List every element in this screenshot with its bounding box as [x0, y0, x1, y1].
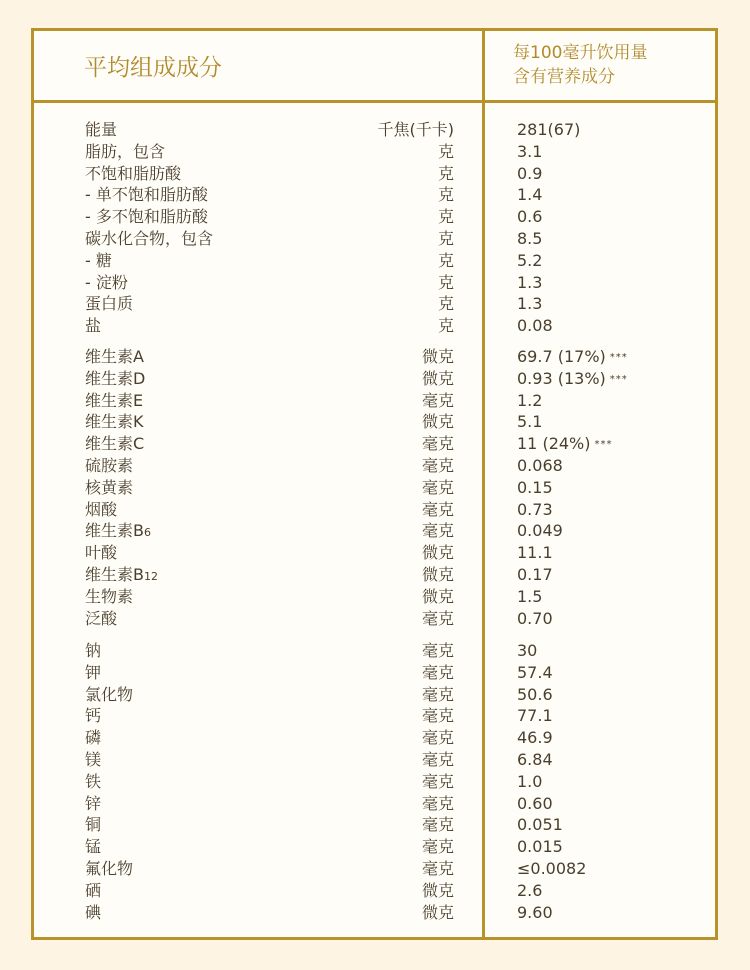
nutrient-name: 磷 — [85, 728, 102, 748]
nutrient-unit: 毫克 — [421, 662, 454, 682]
nutrient-unit: 毫克 — [421, 815, 454, 835]
nutrient-row — [34, 793, 715, 815]
nutrient-name: 氟化物 — [85, 859, 134, 878]
header-per-100ml-line2: 含有营养成分 — [513, 67, 615, 87]
nutrient-name: 铜 — [85, 815, 102, 835]
nutrient-name: 碳水化合物，包含 — [85, 229, 214, 248]
nutrient-name: - 多不饱和脂肪酸 — [85, 207, 208, 227]
nutrient-row — [34, 163, 715, 185]
nutrient-value: 46.9 — [517, 728, 553, 748]
nutrient-row — [34, 814, 715, 836]
nutrient-unit: 微克 — [421, 565, 454, 584]
nutrient-name: 生物素 — [85, 586, 134, 606]
nutrient-row — [34, 390, 715, 412]
nutrient-value: 0.60 — [517, 793, 553, 813]
nutrient-row — [34, 228, 715, 250]
nutrient-name: 烟酸 — [85, 499, 118, 519]
nutrient-row — [34, 727, 715, 749]
nutrient-unit: 毫克 — [421, 456, 454, 475]
nutrient-name: 维生素A — [85, 347, 144, 366]
nutrient-value: 77.1 — [517, 706, 553, 726]
nutrient-value: 0.73 — [517, 499, 553, 519]
nutrient-row — [34, 250, 715, 272]
nutrient-value: 30 — [517, 641, 538, 660]
nutrient-row — [34, 455, 715, 477]
nutrient-row — [34, 858, 715, 880]
header-divider — [34, 100, 715, 103]
nutrient-row — [34, 880, 715, 902]
nutrient-unit: 微克 — [421, 902, 454, 922]
nutrient-name: 镁 — [85, 750, 102, 769]
nutrient-row — [34, 520, 715, 542]
nutrient-name: 脂肪，包含 — [85, 141, 166, 161]
nutrient-value: 0.051 — [517, 815, 563, 835]
nutrient-name: 维生素K — [85, 412, 144, 432]
nutrient-value: 2.6 — [517, 880, 543, 900]
header-per-100ml — [513, 41, 647, 89]
nutrient-row — [34, 608, 715, 630]
nutrient-value: 0.17 — [517, 565, 553, 584]
nutrient-row — [34, 184, 715, 206]
nutrient-unit: 毫克 — [421, 706, 454, 726]
nutrient-unit: 毫克 — [421, 750, 454, 769]
nutrient-value: 0.9 — [517, 163, 543, 183]
nutrient-value: ≤0.0082 — [517, 859, 587, 878]
nutrient-value: 5.1 — [517, 412, 543, 432]
nutrient-row — [34, 293, 715, 315]
nutrient-row — [34, 119, 715, 141]
nutrient-unit: 毫克 — [421, 390, 454, 410]
nutrient-unit: 微克 — [421, 368, 454, 388]
nutrient-name: - 淀粉 — [85, 272, 128, 292]
nutrient-name: 能量 — [85, 120, 118, 139]
nutrient-row — [34, 141, 715, 163]
nutrient-name: 泛酸 — [85, 608, 118, 628]
nutrient-name: 钾 — [85, 662, 102, 682]
nutrient-value: 1.3 — [517, 294, 543, 314]
nutrient-value: 1.4 — [517, 185, 543, 205]
nutrient-name: 钠 — [85, 641, 102, 660]
nutrient-row — [34, 564, 715, 586]
nutrient-unit: 毫克 — [421, 608, 454, 628]
nutrient-name: 维生素B6 — [85, 521, 151, 541]
nutrient-value: 9.60 — [517, 902, 553, 922]
nutrient-unit: 克 — [437, 141, 454, 161]
nutrient-row — [34, 477, 715, 499]
nutrient-name: 锌 — [85, 793, 102, 813]
footnote-marker: *** — [609, 373, 628, 385]
nutrient-unit: 克 — [437, 316, 454, 336]
nutrient-unit: 克 — [437, 185, 454, 205]
nutrient-unit: 微克 — [421, 412, 454, 432]
nutrient-row — [34, 640, 715, 662]
nutrient-unit: 克 — [437, 229, 454, 248]
nutrient-value: 57.4 — [517, 662, 553, 682]
nutrient-value: 0.6 — [517, 207, 543, 227]
nutrient-row — [34, 836, 715, 858]
nutrient-value: 1.0 — [517, 771, 543, 791]
nutrient-unit: 毫克 — [421, 641, 454, 660]
nutrient-unit: 毫克 — [421, 477, 454, 497]
nutrient-name: 氯化物 — [85, 684, 134, 704]
footnote-marker: *** — [609, 352, 628, 363]
nutrient-unit: 克 — [437, 294, 454, 314]
nutrient-name: 硒 — [85, 880, 102, 900]
nutrient-unit: 毫克 — [421, 771, 454, 791]
nutrient-value: 3.1 — [517, 141, 543, 161]
nutrient-row — [34, 315, 715, 337]
nutrient-row — [34, 411, 715, 433]
header-composition-title: 平均组成成分 — [84, 55, 222, 81]
nutrient-value: 5.2 — [517, 250, 543, 270]
nutrient-value: 0.93 (13%) *** — [517, 368, 628, 388]
nutrient-row — [34, 499, 715, 521]
nutrient-row — [34, 206, 715, 228]
footnote-marker: *** — [594, 439, 613, 451]
nutrient-value: 281(67) — [517, 120, 581, 139]
nutrient-value: 1.5 — [517, 586, 543, 606]
nutrient-value: 1.3 — [517, 272, 543, 292]
nutrient-value: 6.84 — [517, 750, 553, 769]
nutrient-unit: 微克 — [421, 347, 454, 366]
nutrient-unit: 千焦(千卡) — [377, 120, 454, 139]
nutrient-value: 0.08 — [517, 316, 553, 336]
nutrient-unit: 毫克 — [421, 837, 454, 857]
nutrient-name: 铁 — [85, 771, 102, 791]
nutrient-name: 维生素C — [85, 434, 145, 454]
nutrient-name: 碘 — [85, 902, 102, 922]
nutrient-row — [34, 705, 715, 727]
nutrient-name-subscript: 6 — [143, 526, 151, 540]
nutrient-value: 11 (24%) *** — [517, 434, 613, 454]
nutrient-name: 核黄素 — [85, 477, 134, 497]
nutrient-name: 钙 — [85, 706, 102, 726]
nutrient-value: 0.70 — [517, 608, 553, 628]
nutrient-name: - 糖 — [85, 250, 112, 270]
nutrient-unit: 毫克 — [421, 434, 454, 454]
nutrient-name: 维生素B12 — [85, 565, 158, 584]
nutrient-unit: 毫克 — [421, 728, 454, 748]
header-per-100ml-line1: 每100毫升饮用量 — [513, 43, 648, 63]
nutrient-value: 69.7 (17%) *** — [517, 347, 628, 366]
nutrient-value: 50.6 — [517, 684, 553, 704]
nutrient-row — [34, 771, 715, 793]
nutrient-name: 叶酸 — [85, 543, 118, 563]
nutrient-value: 1.2 — [517, 390, 543, 410]
nutrient-value: 8.5 — [517, 229, 543, 248]
nutrient-unit: 毫克 — [421, 499, 454, 519]
nutrient-unit: 微克 — [421, 586, 454, 606]
nutrient-name: 锰 — [85, 837, 102, 857]
nutrient-unit: 微克 — [421, 880, 454, 900]
nutrient-value: 0.068 — [517, 456, 563, 475]
nutrition-table — [31, 28, 718, 940]
nutrient-name: - 单不饱和脂肪酸 — [85, 185, 208, 205]
nutrient-row — [34, 662, 715, 684]
nutrient-row — [34, 542, 715, 564]
nutrient-name: 盐 — [85, 316, 102, 336]
nutrient-row — [34, 433, 715, 455]
nutrient-unit: 毫克 — [421, 859, 454, 878]
nutrient-unit: 克 — [437, 272, 454, 292]
nutrient-name: 蛋白质 — [85, 294, 134, 314]
nutrient-row — [34, 586, 715, 608]
nutrient-unit: 毫克 — [421, 793, 454, 813]
nutrient-name: 维生素D — [85, 368, 146, 388]
nutrient-row — [34, 368, 715, 390]
nutrient-row — [34, 749, 715, 771]
nutrient-unit: 微克 — [421, 543, 454, 563]
nutrient-name: 维生素E — [85, 390, 144, 410]
nutrient-value: 0.15 — [517, 477, 553, 497]
nutrient-name-subscript: 12 — [143, 570, 158, 583]
nutrient-unit: 克 — [437, 250, 454, 270]
nutrient-value: 0.049 — [517, 521, 563, 541]
nutrient-row — [34, 684, 715, 706]
nutrient-value: 11.1 — [517, 543, 553, 563]
nutrient-name: 硫胺素 — [85, 456, 134, 475]
nutrient-name: 不饱和脂肪酸 — [85, 163, 182, 183]
nutrient-value: 0.015 — [517, 837, 563, 857]
nutrient-unit: 毫克 — [421, 684, 454, 704]
nutrient-unit: 克 — [437, 163, 454, 183]
nutrient-unit: 克 — [437, 207, 454, 227]
nutrient-row — [34, 346, 715, 368]
nutrient-row — [34, 902, 715, 924]
nutrient-unit: 毫克 — [421, 521, 454, 541]
nutrient-row — [34, 272, 715, 294]
